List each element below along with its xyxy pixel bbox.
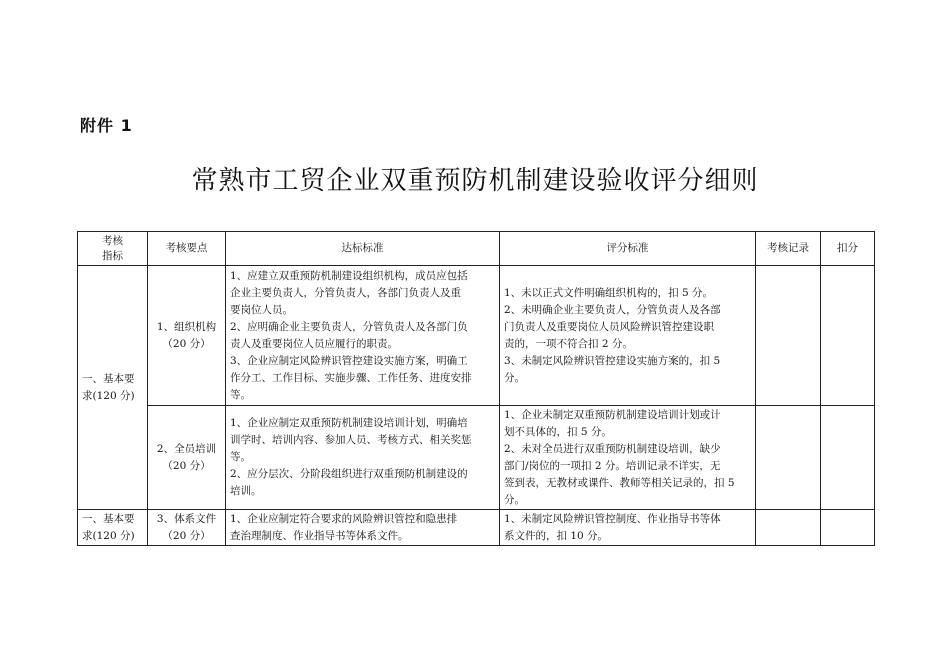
header-standard: 达标标准: [226, 232, 500, 266]
deduction-cell[interactable]: [821, 406, 875, 510]
header-scoring: 评分标准: [500, 232, 756, 266]
header-indicator: 考核 指标: [78, 232, 148, 266]
indicator-cell: 一、基本要 求(120 分): [78, 266, 148, 510]
document-title: 常熟市工贸企业双重预防机制建设验收评分细则: [191, 166, 759, 196]
scoring-cell: 1、未制定风险辨识管控制度、作业指导书等体 系文件的，扣 10 分。: [500, 510, 756, 546]
scoring-cell: 1、企业未制定双重预防机制建设培训计划或计 划不具体的，扣 5 分。 2、未对全员进行双重预防机制建设培训，缺少 部门/岗位的一项扣 2 分。培训记录不详实，无 签到表，无教材或课件、教师等相关记录的，扣 5 分。: [500, 406, 756, 510]
record-cell[interactable]: [756, 266, 821, 406]
record-cell[interactable]: [756, 406, 821, 510]
header-record: 考核记录: [756, 232, 821, 266]
standard-cell: 1、企业应制定双重预防机制建设培训计划，明确培 训学时、培训内容、参加人员、考核方式、相关奖惩 等。 2、应分层次、分阶段组织进行双重预防机制建设的 培训。: [226, 406, 500, 510]
key-point-cell: 3、体系文件 （20 分）: [148, 510, 226, 546]
scoring-cell: 1、未以正式文件明确组织机构的，扣 5 分。 2、未明确企业主要负责人，分管负责人及各部 门负责人及重要岗位人员风险辨识管控建设职 责的，一项不符合扣 2 分。 3、未制定风险辨识管控建设实施方案的，扣 5 分。: [500, 266, 756, 406]
standard-cell: 1、应建立双重预防机制建设组织机构，成员应包括 企业主要负责人，分管负责人，各部门负责人及重 要岗位人员。 2、应明确企业主要负责人，分管负责人及各部门负 责人及重要岗位人员应履行的职责。 3、企业应制定风险辨识管控建设实施方案，明确工 作分工、工作目标、实施步骤、工作任务、进度安排 等。: [226, 266, 500, 406]
indicator-cell: 一、基本要 求(120 分): [78, 510, 148, 546]
table-header-row: [78, 232, 875, 266]
table-row: [78, 510, 875, 546]
record-cell[interactable]: [756, 510, 821, 546]
header-deduction: 扣分: [821, 232, 875, 266]
standard-cell: 1、企业应制定符合要求的风险辨识管控和隐患排 查治理制度、作业指导书等体系文件。: [226, 510, 500, 546]
scoring-table: [77, 231, 875, 546]
attachment-label: 附件 1: [80, 116, 133, 135]
key-point-cell: 2、全员培训 （20 分）: [148, 406, 226, 510]
deduction-cell[interactable]: [821, 510, 875, 546]
header-key-point: 考核要点: [148, 232, 226, 266]
deduction-cell[interactable]: [821, 266, 875, 406]
table-row: [78, 406, 875, 510]
key-point-cell: 1、组织机构 （20 分）: [148, 266, 226, 406]
table-row: [78, 266, 875, 406]
